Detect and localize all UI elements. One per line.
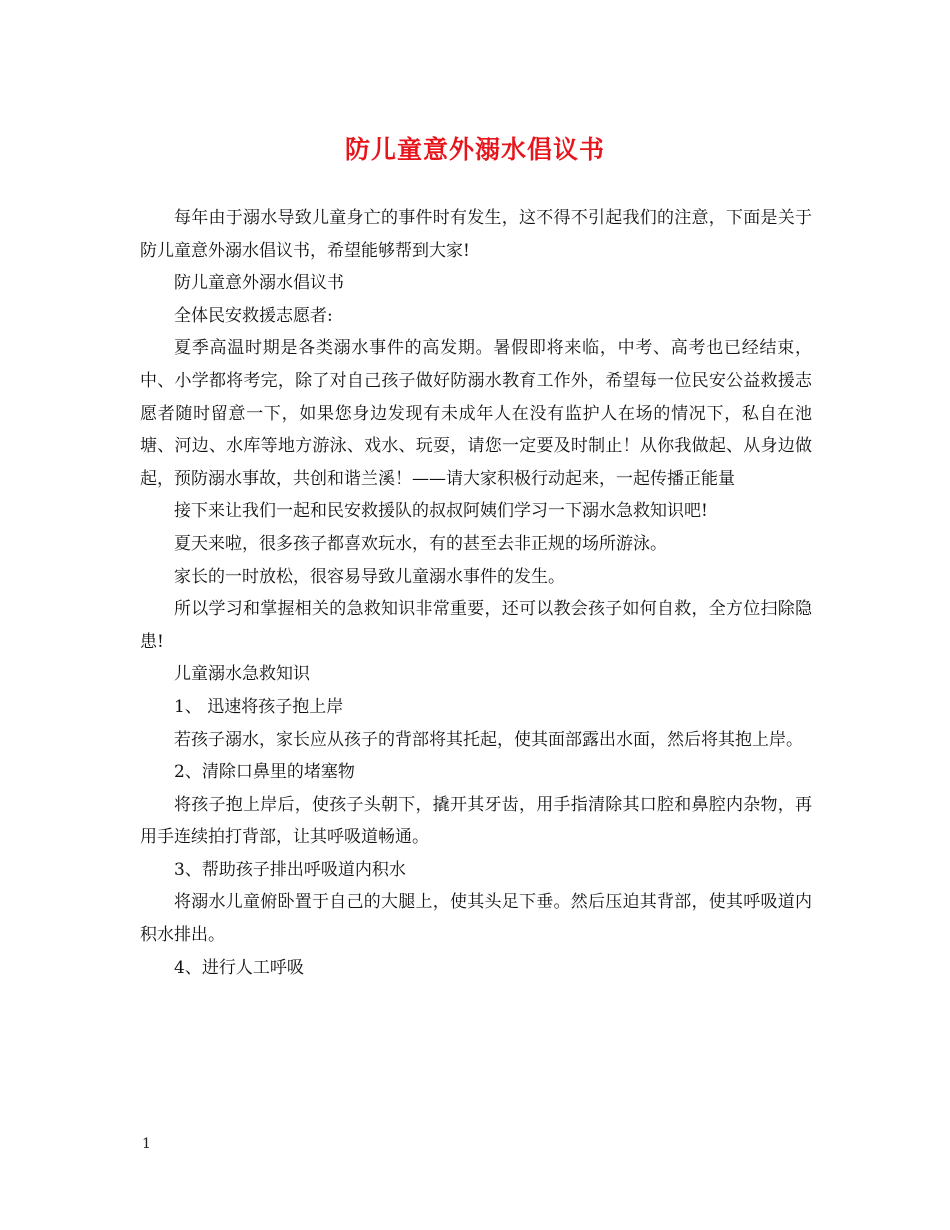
- section-heading: 儿童溺水急救知识: [174, 664, 310, 685]
- paragraph: 所以学习和掌握相关的急救知识非常重要，还可以教会孩子如何自救，全方位扫除隐患!: [140, 599, 812, 652]
- step-heading: 1、 迅速将孩子抱上岸: [174, 696, 344, 717]
- paragraph: 全体民安救援志愿者:: [174, 305, 333, 326]
- paragraph: 若孩子溺水，家长应从孩子的背部将其托起，使其面部露出水面，然后将其抱上岸。: [174, 729, 803, 750]
- paragraph: 夏季高温时期是各类溺水事件的高发期。暑假即将来临，中考、高考也已经结束，中、小学都将考完，除了对自己孩子做好防溺水教育工作外，希望每一位民安公益救援志愿者随时留意一下，如果您身边发现有未成年人在没有监护人在场的情况下，私自在池塘、河边、水库等地方游泳、戏水、玩耍，请您一定要及时制止！从你我做起、从身边做起，预防溺水事故，共创和谐兰溪！——请大家积极行动起来，一起传播正能量: [140, 338, 812, 489]
- step-heading: 2、清除口鼻里的堵塞物: [174, 762, 355, 783]
- step-heading: 3、帮助孩子排出呼吸道内积水: [174, 859, 406, 880]
- page-title: 防儿童意外溺水倡议书: [344, 135, 605, 164]
- page-number: 1: [142, 1136, 151, 1152]
- paragraph: 每年由于溺水导致儿童身亡的事件时有发生，这不得不引起我们的注意，下面是关于防儿童意外溺水倡议书，希望能够帮到大家!: [140, 208, 812, 261]
- paragraph: 将溺水儿童俯卧置于自己的大腿上，使其头足下垂。然后压迫其背部，使其呼吸道内积水排出。: [140, 892, 812, 946]
- paragraph: 夏天来啦，很多孩子都喜欢玩水，有的甚至去非正规的场所游泳。: [174, 533, 667, 554]
- document-body: [140, 202, 812, 984]
- paragraph: 将孩子抱上岸后，使孩子头朝下，撬开其牙齿，用手指清除其口腔和鼻腔内杂物，再用手连续拍打背部，让其呼吸道畅通。: [140, 794, 812, 848]
- step-heading: 4、进行人工呼吸: [174, 957, 304, 978]
- paragraph: 接下来让我们一起和民安救援队的叔叔阿姨们学习一下溺水急救知识吧!: [174, 501, 708, 522]
- paragraph: 家长的一时放松，很容易导致儿童溺水事件的发生。: [174, 566, 565, 587]
- paragraph: 防儿童意外溺水倡议书: [174, 273, 344, 294]
